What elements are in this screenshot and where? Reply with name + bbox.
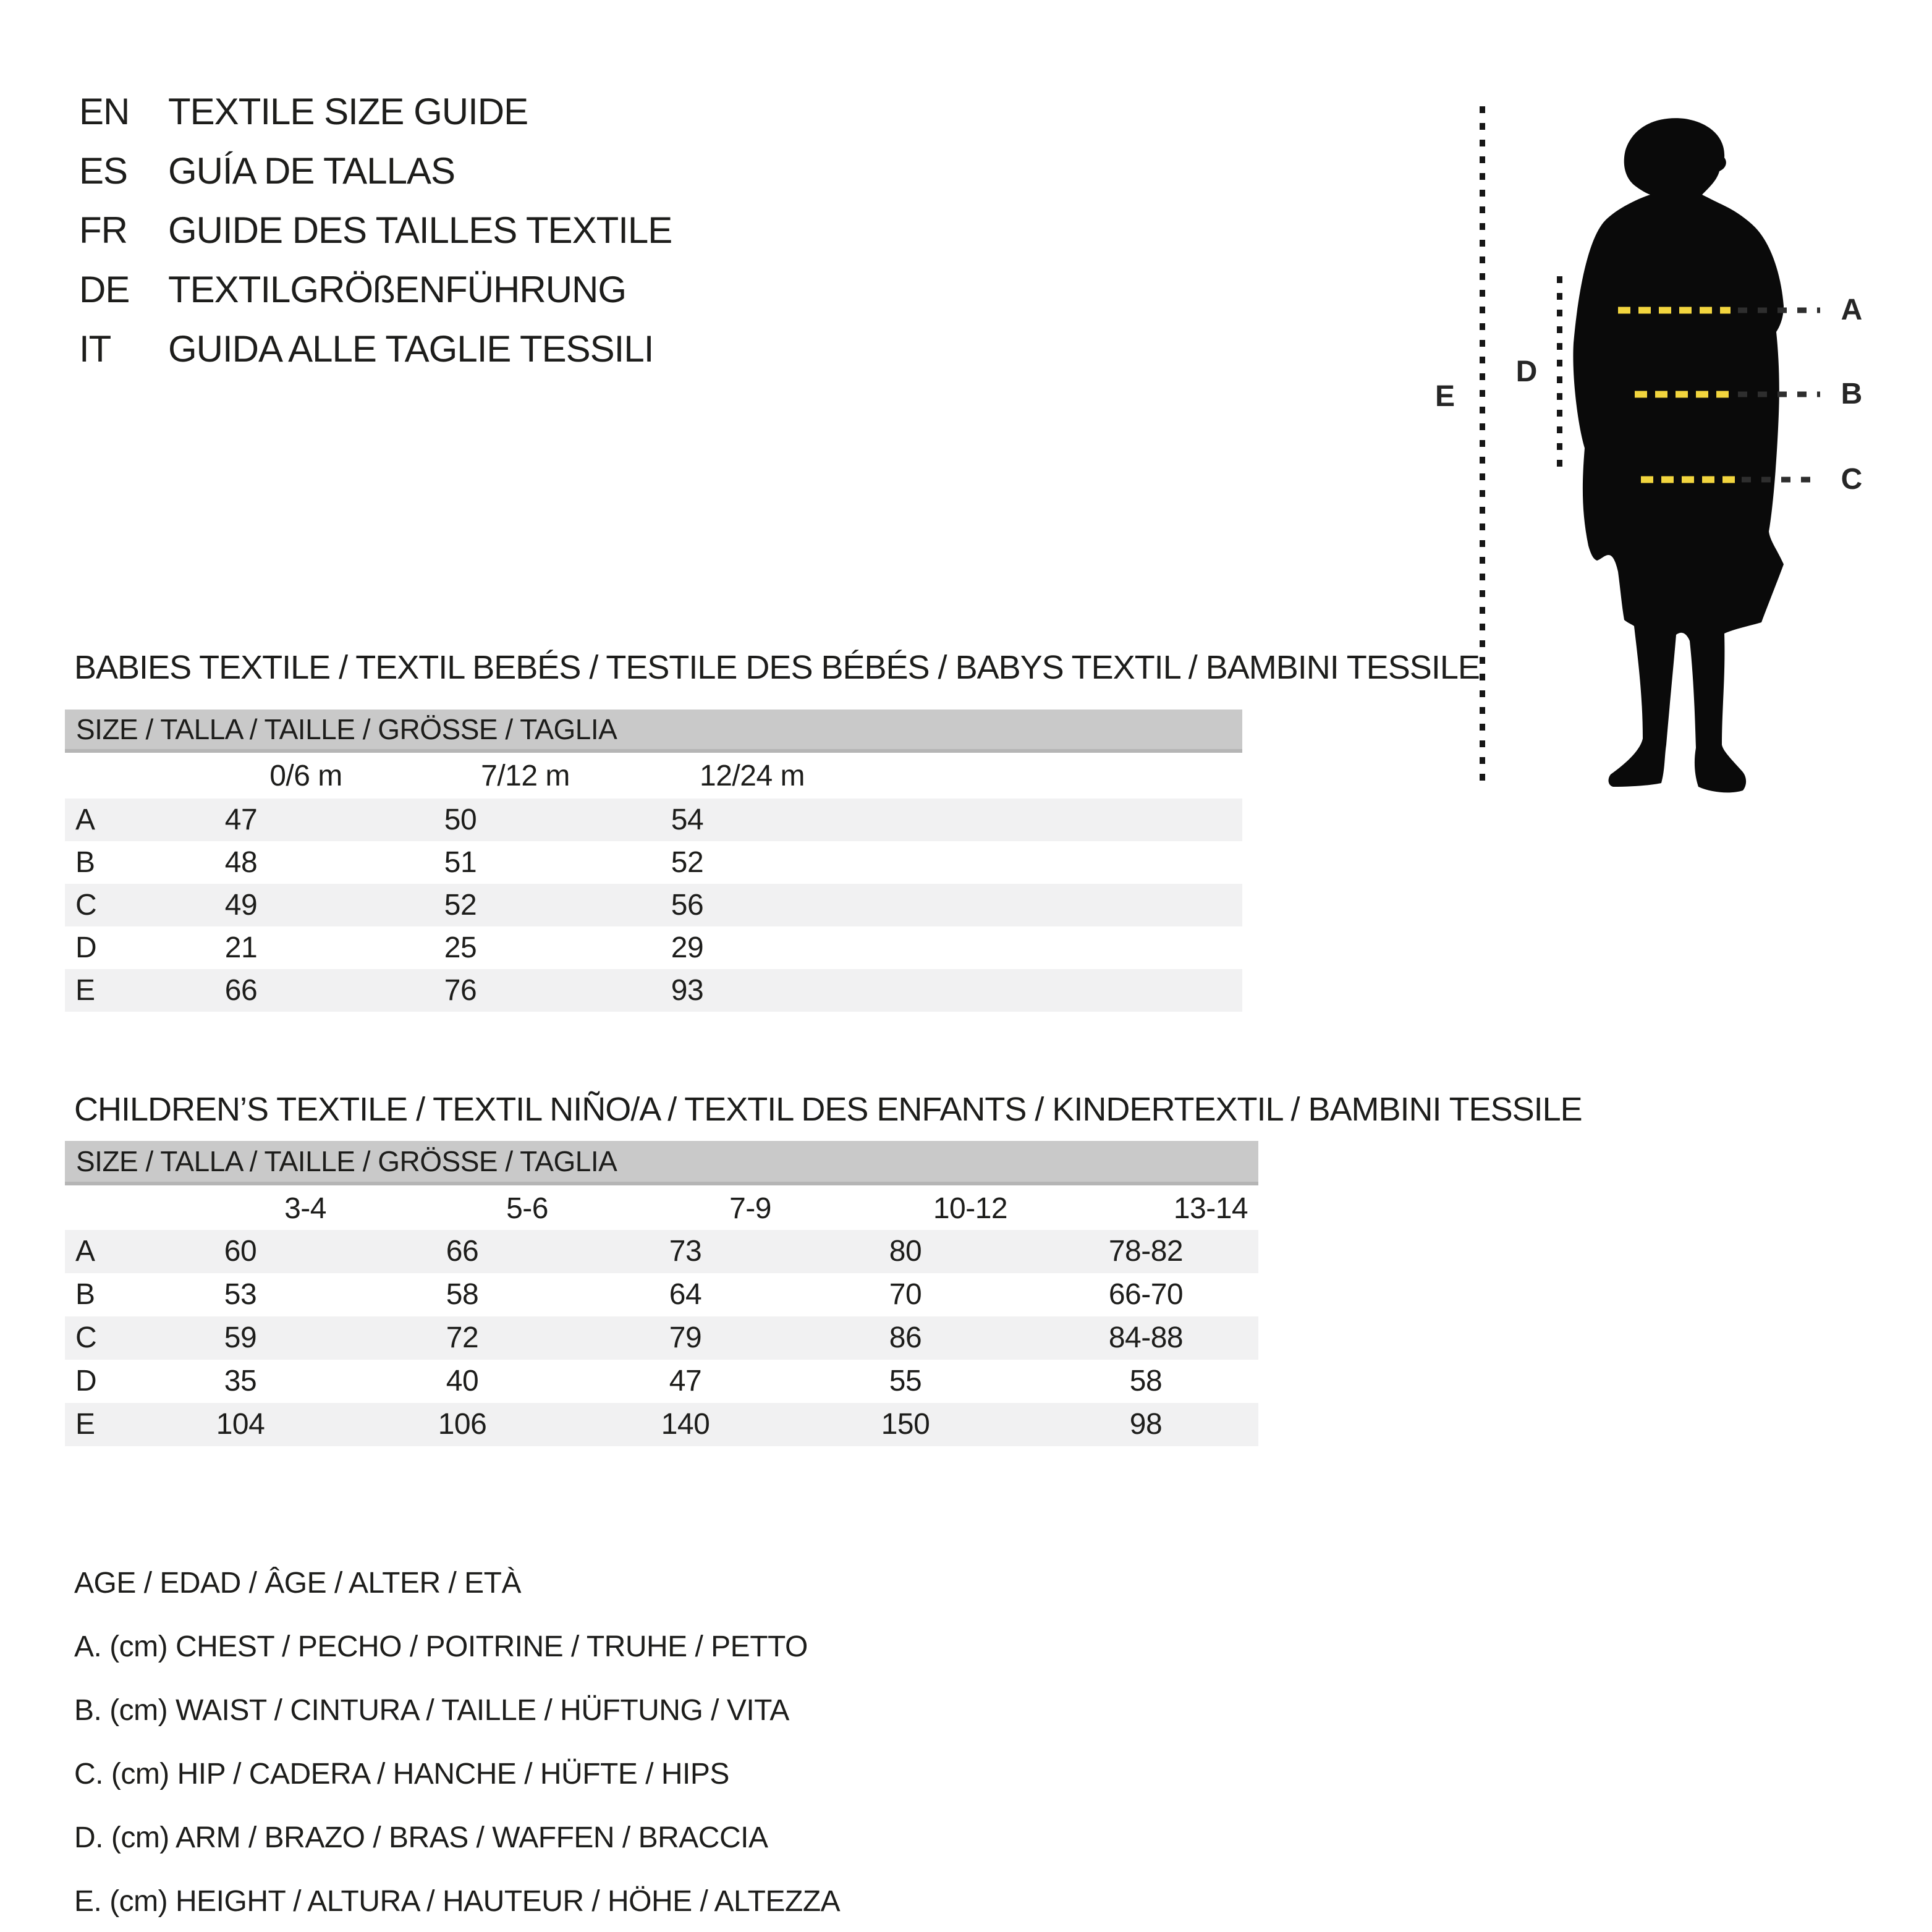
cell-value: 86: [889, 1321, 922, 1354]
language-title: TEXTILGRÖßENFÜHRUNG: [168, 269, 627, 310]
language-code: EN: [79, 91, 130, 132]
row-letter: C: [75, 889, 97, 922]
cell-value: 150: [881, 1408, 930, 1441]
measure-label-C: C: [1841, 463, 1863, 496]
children-table-header-label: SIZE / TALLA / TAILLE / GRÖSSE / TAGLIA: [76, 1145, 617, 1177]
cell-value: 25: [444, 931, 477, 964]
table-row: [65, 841, 1242, 884]
row-letter: A: [75, 803, 96, 836]
row-letter: B: [75, 1278, 96, 1311]
measure-label-D: D: [1515, 355, 1538, 388]
cell-value: 84-88: [1108, 1321, 1184, 1354]
cell-value: 58: [446, 1278, 479, 1311]
row-letter: C: [75, 1321, 97, 1354]
legend-item: C. (cm) HIP / CADERA / HANCHE / HÜFTE / HIPS: [74, 1758, 729, 1790]
babies-table-header-band: [65, 710, 1242, 753]
cell-value: 59: [224, 1321, 257, 1354]
cell-value: 73: [669, 1235, 702, 1268]
cell-value: 53: [224, 1278, 257, 1311]
language-code: DE: [79, 269, 130, 310]
cell-value: 64: [669, 1278, 702, 1311]
column-label: 7-9: [729, 1192, 771, 1225]
column-label: 13-14: [1173, 1192, 1248, 1225]
cell-value: 47: [224, 803, 258, 836]
cell-value: 58: [1129, 1365, 1163, 1397]
measure-label-B: B: [1841, 378, 1863, 410]
row-letter: B: [75, 846, 96, 879]
cell-value: 76: [444, 974, 477, 1007]
height-measure-line-E: [1480, 106, 1485, 781]
row-letter: D: [75, 1365, 97, 1397]
language-title: TEXTILE SIZE GUIDE: [168, 91, 528, 132]
babies_table-column-labels: [65, 756, 1242, 796]
language-title: GUIDA ALLE TAGLIE TESSILI: [168, 328, 654, 370]
measure-label-E: E: [1434, 380, 1455, 413]
row-letter: E: [75, 1408, 96, 1441]
cell-value: 52: [671, 846, 704, 879]
legend-item: B. (cm) WAIST / CINTURA / TAILLE / HÜFTUNG / VITA: [74, 1694, 789, 1727]
table-row: [65, 926, 1242, 969]
row-letter: A: [75, 1235, 96, 1268]
legend-item: D. (cm) ARM / BRAZO / BRAS / WAFFEN / BRACCIA: [74, 1821, 768, 1854]
measure-label-A: A: [1841, 294, 1863, 326]
language-title: GUIDE DES TAILLES TEXTILE: [168, 210, 672, 251]
language-code: ES: [79, 150, 128, 192]
legend-age-line: AGE / EDAD / ÂGE / ALTER / ETÀ: [74, 1567, 521, 1599]
language-code: FR: [79, 210, 127, 251]
cell-value: 52: [444, 889, 477, 922]
children-section-title: CHILDREN’S TEXTILE / TEXTIL NIÑO/A / TEXTIL DES ENFANTS / KINDERTEXTIL / BAMBINI TESSILE: [74, 1091, 1582, 1128]
column-label: 12/24 m: [700, 760, 805, 792]
cell-value: 40: [446, 1365, 479, 1397]
cell-value: 66: [224, 974, 258, 1007]
cell-value: 48: [224, 846, 258, 879]
children-table-header-band: [65, 1141, 1258, 1185]
table-row: [65, 884, 1242, 926]
cell-value: 106: [438, 1408, 487, 1441]
cell-value: 29: [671, 931, 704, 964]
column-label: 5-6: [506, 1192, 548, 1225]
cell-value: 80: [889, 1235, 922, 1268]
cell-value: 70: [889, 1278, 922, 1311]
cell-value: 79: [669, 1321, 702, 1354]
child-silhouette: [1573, 118, 1784, 792]
cell-value: 50: [444, 803, 477, 836]
language-title: GUÍA DE TALLAS: [168, 150, 455, 192]
table-row: [65, 799, 1242, 841]
row-letter: E: [75, 974, 96, 1007]
column-label: 7/12 m: [481, 760, 570, 792]
babies-table-header-label: SIZE / TALLA / TAILLE / GRÖSSE / TAGLIA: [76, 713, 617, 745]
table-row: [65, 1230, 1258, 1273]
cell-value: 49: [224, 889, 258, 922]
cell-value: 66-70: [1108, 1278, 1184, 1311]
legend-item: E. (cm) HEIGHT / ALTURA / HAUTEUR / HÖHE / ALTEZZA: [74, 1885, 841, 1918]
column-label: 0/6 m: [269, 760, 342, 792]
table-row: [65, 969, 1242, 1012]
cell-value: 140: [661, 1408, 710, 1441]
cell-value: 104: [216, 1408, 265, 1441]
cell-value: 51: [444, 846, 477, 879]
child-silhouette-diagram: [1564, 102, 1910, 800]
legend-item: A. (cm) CHEST / PECHO / POITRINE / TRUHE / PETTO: [74, 1630, 808, 1663]
cell-value: 78-82: [1108, 1235, 1184, 1268]
cell-value: 56: [671, 889, 704, 922]
row-letter: D: [75, 931, 97, 964]
cell-value: 21: [224, 931, 258, 964]
table-row: [65, 1403, 1258, 1446]
cell-value: 66: [446, 1235, 479, 1268]
arm-measure-line-D: [1557, 276, 1562, 473]
cell-value: 35: [224, 1365, 257, 1397]
cell-value: 93: [671, 974, 704, 1007]
language-code: IT: [79, 328, 111, 370]
babies-section-title: BABIES TEXTILE / TEXTIL BEBÉS / TESTILE DES BÉBÉS / BABYS TEXTIL / BAMBINI TESSILE: [74, 649, 1480, 686]
cell-value: 55: [889, 1365, 922, 1397]
cell-value: 60: [224, 1235, 257, 1268]
table-row: [65, 1273, 1258, 1316]
cell-value: 72: [446, 1321, 479, 1354]
column-label: 3-4: [284, 1192, 326, 1225]
table-row: [65, 1360, 1258, 1403]
children_table-column-labels: [65, 1189, 1258, 1229]
table-row: [65, 1316, 1258, 1360]
cell-value: 98: [1129, 1408, 1163, 1441]
column-label: 10-12: [933, 1192, 1008, 1225]
cell-value: 54: [671, 803, 704, 836]
cell-value: 47: [669, 1365, 702, 1397]
